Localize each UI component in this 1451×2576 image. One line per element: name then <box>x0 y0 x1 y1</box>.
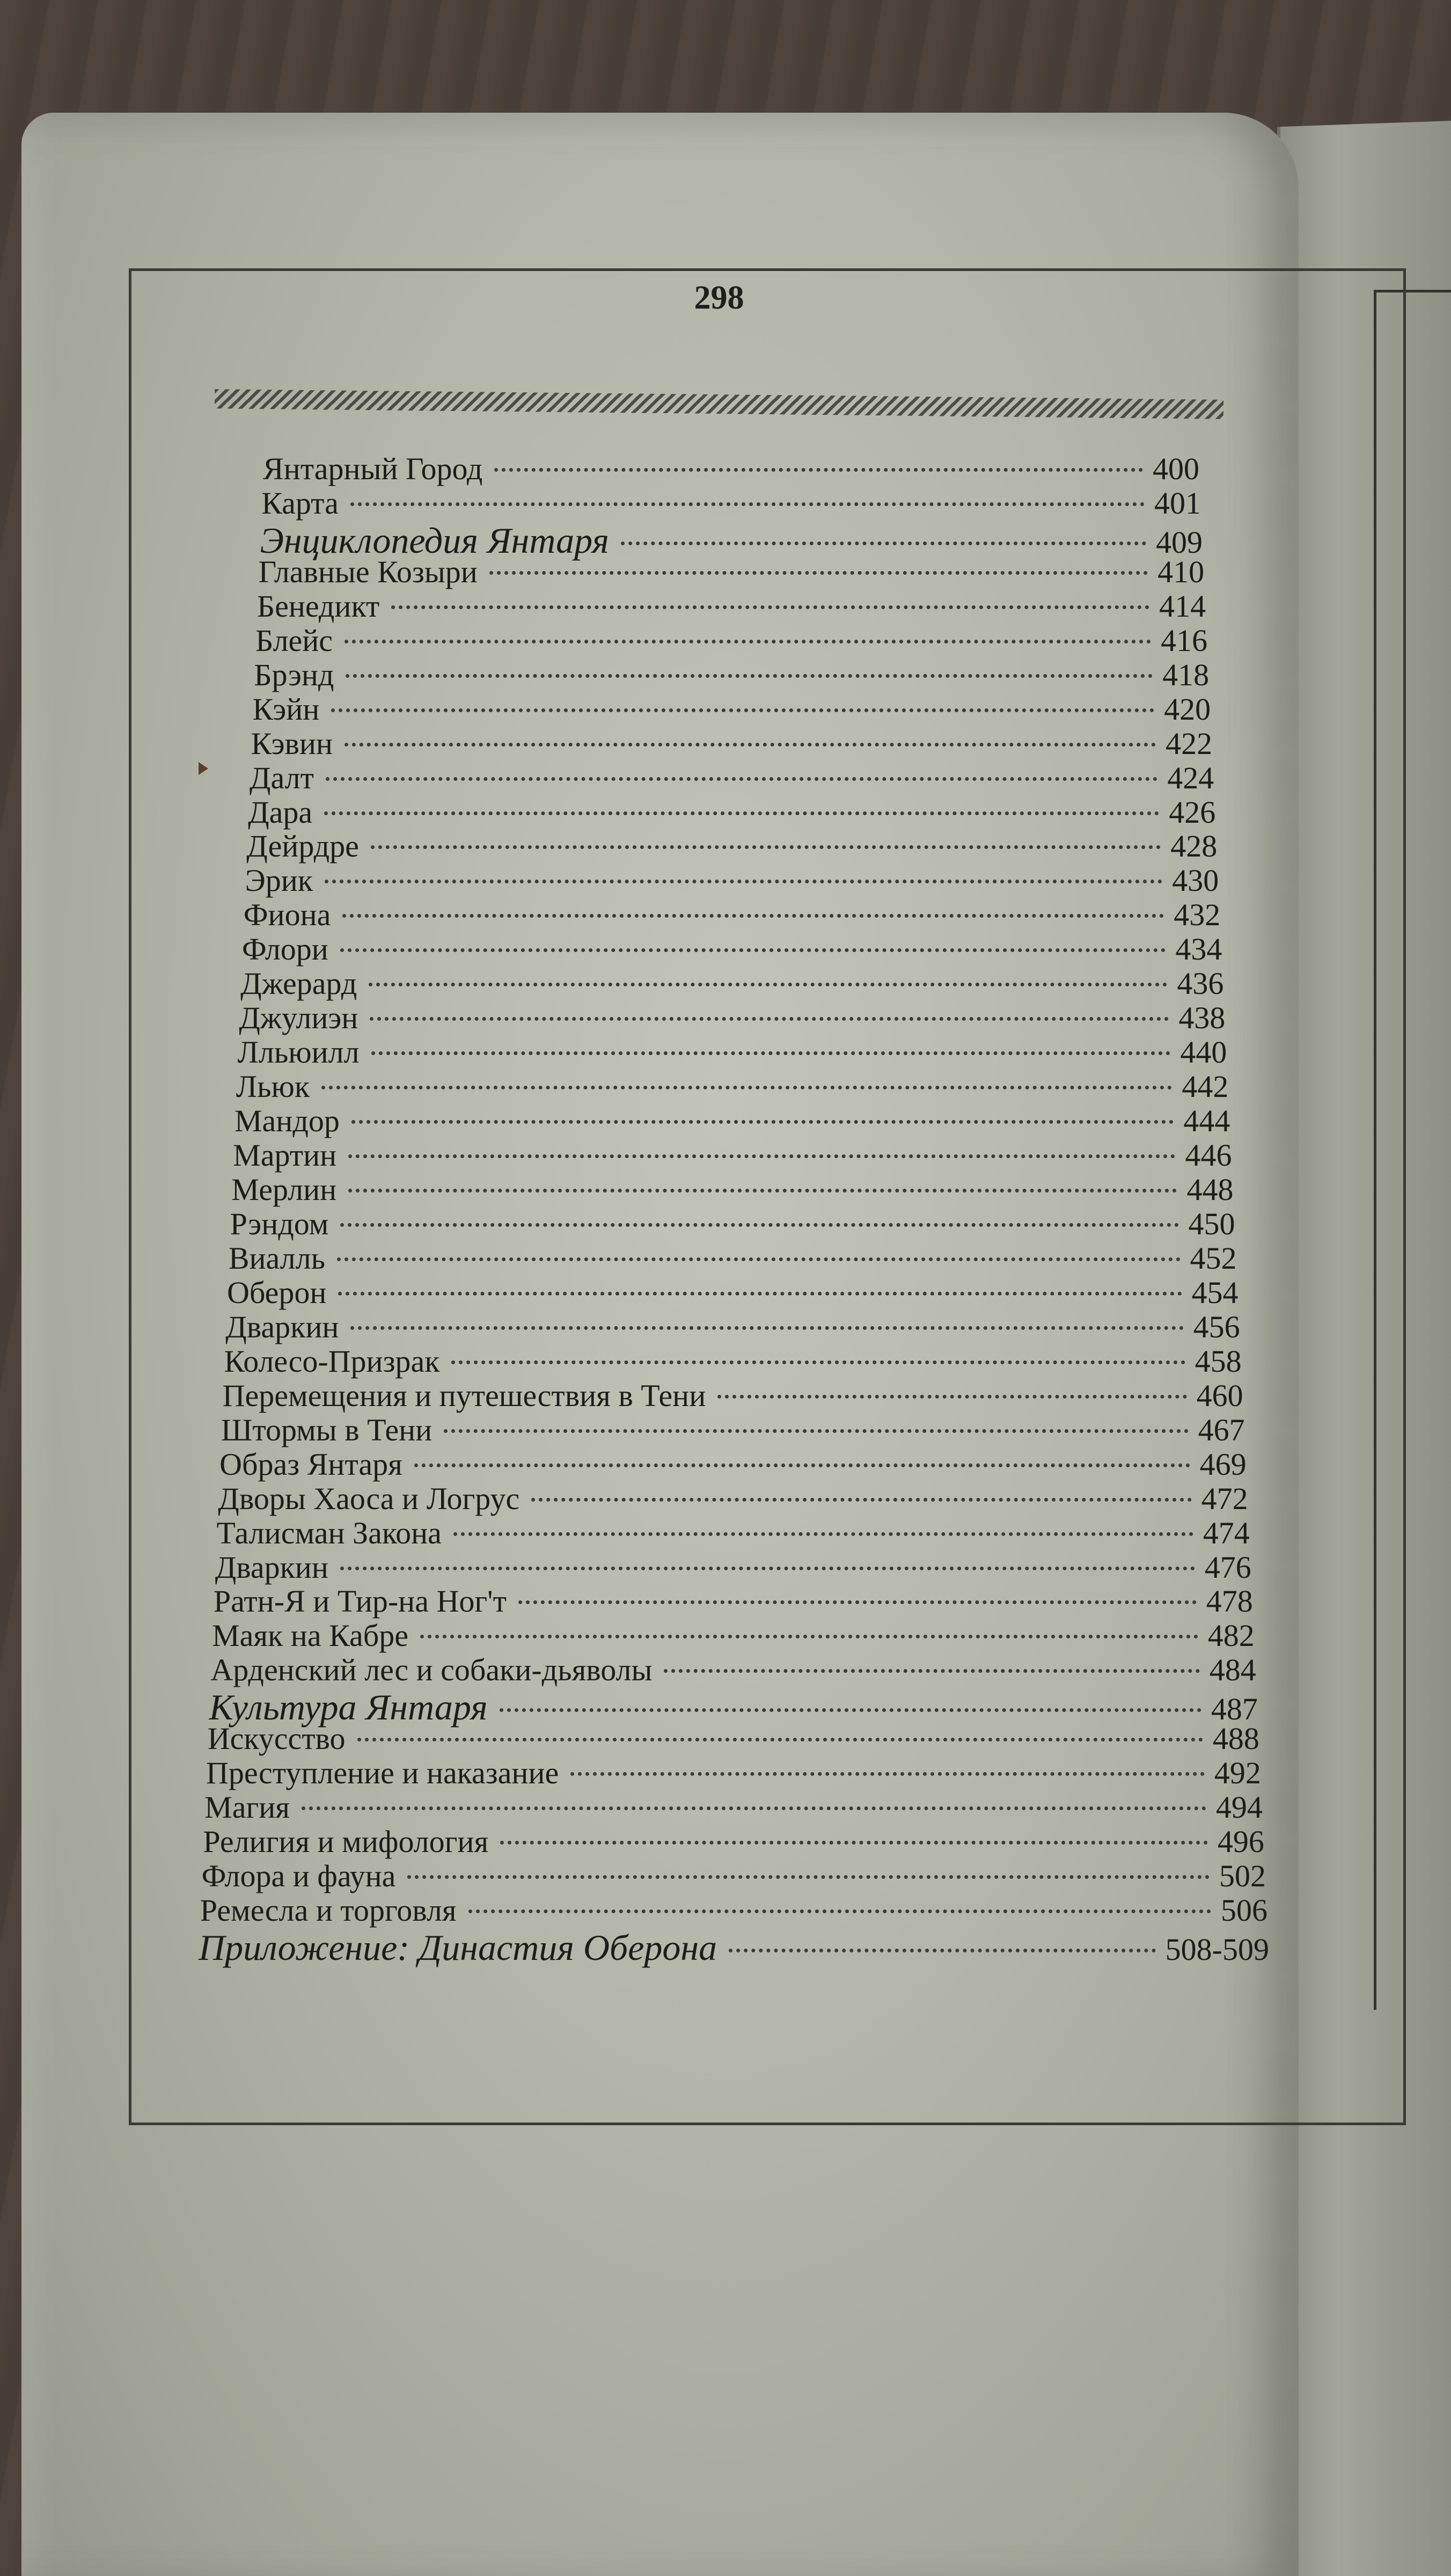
toc-leader-dots <box>369 983 1167 986</box>
toc-entry <box>254 657 1209 693</box>
toc-entry-title: Мандор <box>234 1103 340 1139</box>
toc-entry <box>203 1824 1264 1860</box>
toc-entry-title: Рэндом <box>230 1206 329 1241</box>
toc-leader-dots <box>717 1395 1186 1399</box>
toc-entry <box>218 1481 1248 1517</box>
toc-entry <box>245 862 1219 898</box>
toc-leader-dots <box>345 743 1156 747</box>
toc-leader-dots <box>350 1326 1183 1330</box>
toc-leader-dots <box>351 1120 1174 1124</box>
toc-entry-page: 400 <box>1153 451 1199 486</box>
toc-entry <box>227 1275 1239 1311</box>
toc-entry-title: Лльюилл <box>237 1035 360 1070</box>
toc-leader-dots <box>371 1051 1171 1055</box>
toc-entry-title: Фиона <box>243 897 331 933</box>
toc-entry-page: 428 <box>1170 829 1218 864</box>
toc-entry-page: 476 <box>1204 1549 1251 1585</box>
toc-entry-title: Арденский лес и собаки-дьяволы <box>210 1652 653 1688</box>
toc-entry-page: 401 <box>1154 485 1201 521</box>
toc-entry <box>233 1137 1232 1173</box>
toc-entry <box>199 1927 1269 1969</box>
toc-entry-page: 440 <box>1180 1035 1227 1070</box>
toc-leader-dots <box>331 708 1154 712</box>
toc-entry-page: 436 <box>1177 966 1224 1001</box>
toc-entry-page: 432 <box>1174 897 1221 933</box>
toc-entry-page: 430 <box>1172 863 1219 898</box>
toc-leader-dots <box>342 914 1164 918</box>
toc-leader-dots <box>518 1600 1197 1604</box>
toc-entry-title: Джерард <box>240 966 357 1001</box>
toc-leader-dots <box>346 674 1153 678</box>
toc-leader-dots <box>414 1463 1190 1467</box>
toc-entry-page: 487 <box>1211 1692 1258 1727</box>
toc-entry <box>261 485 1201 521</box>
toc-entry-page: 458 <box>1194 1343 1242 1379</box>
toc-entry <box>210 1652 1256 1688</box>
toc-entry <box>208 1721 1259 1757</box>
toc-entry-page: 492 <box>1214 1755 1261 1791</box>
toc-entry-page: 448 <box>1186 1172 1234 1208</box>
toc-entry-title: Талисман Закона <box>216 1515 442 1550</box>
toc-entry <box>204 1789 1263 1825</box>
toc-entry-title: Кэвин <box>251 726 333 761</box>
toc-entry-title: Карта <box>261 485 339 521</box>
toc-leader-dots <box>444 1429 1188 1433</box>
toc-leader-dots <box>345 640 1151 643</box>
toc-leader-dots <box>357 1738 1203 1741</box>
toc-entry-title: Главные Козыри <box>258 554 478 589</box>
toc-leader-dots <box>302 1806 1206 1810</box>
toc-entry <box>263 451 1199 487</box>
toc-entry-title: Дваркин <box>225 1309 339 1344</box>
toc-entry-title: Дворы Хаоса и Логрус <box>218 1481 520 1516</box>
toc-entry-title: Дваркин <box>215 1549 328 1585</box>
toc-entry-page: 446 <box>1185 1138 1232 1173</box>
toc-entry <box>219 1446 1247 1482</box>
page-number: 298 <box>694 280 744 316</box>
toc-entry-page: 420 <box>1164 691 1211 727</box>
toc-leader-dots <box>340 948 1166 952</box>
toc-leader-dots <box>500 1708 1201 1712</box>
toc-entry <box>239 1000 1225 1036</box>
toc-leader-dots <box>570 1772 1205 1776</box>
toc-entry-page: 508-509 <box>1165 1932 1269 1967</box>
toc-leader-dots <box>664 1669 1199 1673</box>
toc-entry-page: 434 <box>1175 932 1222 967</box>
toc-entry-page: 410 <box>1157 554 1205 589</box>
toc-entry <box>250 760 1214 796</box>
toc-entry-title: Колесо-Призрак <box>224 1343 440 1379</box>
toc-leader-dots <box>729 1949 1156 1952</box>
toc-entry-page: 450 <box>1188 1206 1235 1241</box>
toc-entry <box>255 623 1207 658</box>
toc-leader-dots <box>326 777 1157 781</box>
toc-entry-title: Мартин <box>233 1138 337 1173</box>
toc-entry <box>206 1755 1261 1791</box>
toc-leader-dots <box>391 605 1149 609</box>
toc-entry <box>221 1412 1245 1448</box>
toc-entry-title: Маяк на Кабре <box>212 1618 408 1653</box>
toc-entry <box>215 1549 1251 1585</box>
toc-entry-page: 506 <box>1220 1893 1267 1928</box>
toc-leader-dots <box>500 1841 1208 1845</box>
toc-leader-dots <box>489 571 1148 575</box>
toc-entry-page: 482 <box>1207 1618 1255 1653</box>
toc-entry <box>259 554 1204 590</box>
toc-leader-dots <box>348 1154 1175 1158</box>
toc-leader-dots <box>494 468 1143 472</box>
toc-entry-page: 502 <box>1219 1858 1266 1894</box>
toc-entry-page: 469 <box>1199 1446 1247 1482</box>
toc-entry-title: Магия <box>204 1790 290 1825</box>
toc-entry-title: Образ Янтаря <box>219 1446 402 1482</box>
toc-leader-dots <box>531 1498 1191 1502</box>
toc-leader-dots <box>337 1257 1180 1261</box>
toc-entry-title: Религия и мифология <box>203 1824 489 1860</box>
toc-entry-title: Перемещения и путешествия в Тени <box>222 1378 706 1413</box>
toc-leader-dots <box>451 1360 1185 1364</box>
toc-entry <box>230 1206 1235 1242</box>
toc-entry-page: 460 <box>1196 1378 1243 1413</box>
toc-entry-page: 496 <box>1217 1824 1264 1860</box>
toc-entry-title: Штормы в Тени <box>221 1412 433 1447</box>
toc-entry-page: 472 <box>1201 1481 1248 1516</box>
toc-entry-title: Искусство <box>207 1721 346 1757</box>
toc-entry <box>257 588 1206 624</box>
toc-entry-page: 478 <box>1206 1584 1253 1619</box>
toc-entry-page: 416 <box>1161 623 1208 658</box>
toc-entry-page: 484 <box>1209 1652 1256 1688</box>
toc-entry-title: Культура Янтаря <box>209 1687 488 1728</box>
toc-entry <box>251 726 1213 762</box>
toc-entry-title: Брэнд <box>254 657 334 692</box>
toc-entry-page: 438 <box>1178 1000 1226 1036</box>
toc-entry <box>236 1069 1229 1104</box>
toc-entry-page: 424 <box>1167 760 1214 795</box>
toc-entry <box>212 1618 1255 1653</box>
toc-entry-title: Льюк <box>236 1069 310 1104</box>
toc-entry-page: 422 <box>1166 726 1213 761</box>
toc-entry <box>223 1378 1243 1414</box>
toc-leader-dots <box>324 811 1159 815</box>
toc-entry <box>244 897 1221 933</box>
toc-entry-page: 494 <box>1215 1790 1263 1825</box>
toc-entry <box>238 1034 1227 1070</box>
toc-leader-dots <box>371 845 1161 849</box>
toc-entry-title: Эрик <box>245 863 313 898</box>
toc-entry-page: 444 <box>1183 1103 1230 1139</box>
toc-entry <box>229 1240 1237 1276</box>
toc-entry <box>200 1892 1267 1928</box>
toc-entry-title: Преступление и наказание <box>206 1755 559 1791</box>
toc-entry-page: 418 <box>1162 657 1210 692</box>
toc-entry-page: 414 <box>1159 588 1206 624</box>
toc-entry-title: Мерлин <box>231 1172 337 1208</box>
toc-entry-page: 452 <box>1190 1240 1237 1276</box>
toc-entry-title: Янтарный Город <box>263 451 483 486</box>
toc-leader-dots <box>348 1189 1177 1192</box>
toc-entry-title: Джулиэн <box>239 1000 358 1036</box>
toc-leader-dots <box>453 1532 1193 1536</box>
toc-entry <box>246 828 1217 864</box>
toc-entry-title: Приложение: Династия Оберона <box>199 1927 717 1968</box>
toc-entry-page: 474 <box>1203 1515 1250 1550</box>
toc-leader-dots <box>370 1017 1169 1021</box>
toc-entry-page: 409 <box>1156 524 1203 560</box>
toc-entry-page: 488 <box>1212 1721 1259 1757</box>
toc-entry <box>240 965 1223 1001</box>
toc-entry-title: Дара <box>248 794 313 830</box>
toc-entry <box>242 931 1222 967</box>
toc-entry-title: Далт <box>249 760 314 795</box>
toc-entry-title: Ремесла и торговля <box>200 1893 457 1928</box>
toc-leader-dots <box>340 1567 1195 1570</box>
toc-entry-page: 442 <box>1182 1069 1229 1104</box>
toc-entry-title: Флора и фауна <box>201 1858 396 1894</box>
toc-entry-title: Виалль <box>228 1240 326 1276</box>
toc-leader-dots <box>407 1875 1210 1879</box>
toc-entry <box>214 1583 1253 1619</box>
toc-entry <box>224 1343 1241 1379</box>
toc-leader-dots <box>350 502 1145 506</box>
toc-entry-page: 456 <box>1193 1309 1240 1344</box>
toc-leader-dots <box>321 1086 1172 1089</box>
toc-entry-title: Дейрдре <box>246 829 359 864</box>
toc-entry-page: 454 <box>1191 1275 1239 1310</box>
toc-entry-title: Флори <box>241 932 328 967</box>
toc-leader-dots <box>338 1292 1182 1296</box>
toc-entry-title: Блейс <box>255 623 333 658</box>
toc-entry-page: 467 <box>1198 1412 1245 1447</box>
toc-entry-title: Энциклопедия Янтаря <box>260 519 609 561</box>
toc-entry-title: Бенедикт <box>257 588 380 624</box>
toc-entry <box>248 794 1215 830</box>
toc-leader-dots <box>621 541 1146 545</box>
toc-entry-title: Кэйн <box>252 691 320 727</box>
toc-leader-dots <box>325 880 1162 883</box>
toc-leader-dots <box>468 1909 1211 1913</box>
toc-entry-page: 426 <box>1169 794 1216 830</box>
toc-entry <box>234 1103 1230 1139</box>
toc-entry <box>202 1858 1266 1894</box>
toc-entry-title: Оберон <box>227 1275 327 1310</box>
toc-entry <box>225 1309 1240 1345</box>
toc-entry-title: Ратн-Я и Тир-на Ног'т <box>213 1584 507 1619</box>
toc-entry <box>216 1515 1249 1551</box>
toc-leader-dots <box>340 1223 1178 1227</box>
toc-entry <box>252 691 1211 727</box>
toc-leader-dots <box>420 1635 1198 1638</box>
toc-entry <box>231 1172 1233 1208</box>
